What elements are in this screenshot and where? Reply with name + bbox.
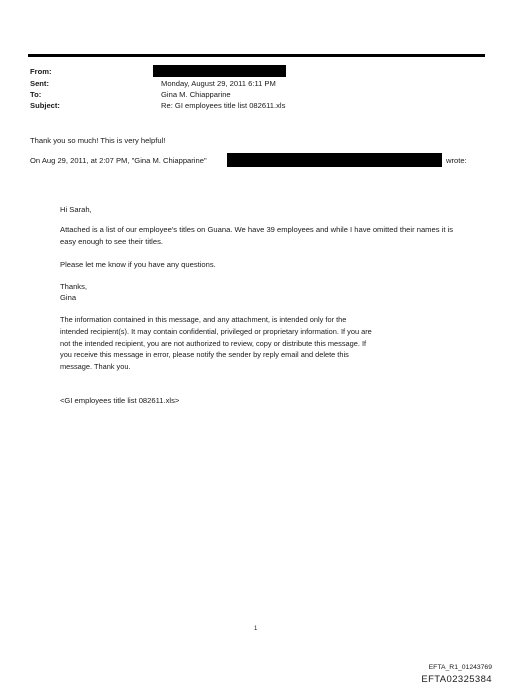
confidentiality-disclaimer: The information contained in this message, and any attachment, is intended only for the intended recipient(s). It may contain confidential, privileged or proprietary information. If you are not the intended recipient, you are not authorized to review, copy or distribute this message. If you receive this message in error, please notify the sender by reply email and delete this message. Thank you. xyxy=(60,315,372,372)
redacted-email-address xyxy=(227,153,442,167)
from-label: From: xyxy=(30,67,52,76)
greeting: Hi Sarah, xyxy=(60,205,92,214)
attachment-reference[interactable]: <GI employees title list 082611.xls> xyxy=(60,396,180,405)
to-label: To: xyxy=(30,90,42,99)
signoff: Thanks, xyxy=(60,282,88,291)
page-number: 1 xyxy=(254,626,258,632)
subject-value: Re: GI employees title list 082611.xls xyxy=(161,101,286,110)
questions-line: Please let me know if you have any questions. xyxy=(60,260,216,269)
header-divider xyxy=(28,54,485,57)
to-value: Gina M. Chiapparine xyxy=(161,90,231,99)
sent-value: Monday, August 29, 2011 6:11 PM xyxy=(161,79,276,88)
body-paragraph: Attached is a list of our employee's titles on Guana. We have 39 employees and while I have omitted their names it is easy enough to see their titles. xyxy=(60,225,454,246)
quote-intro-prefix: On Aug 29, 2011, at 2:07 PM, "Gina M. Chiapparine" xyxy=(30,156,207,165)
redacted-sender xyxy=(153,65,286,77)
subject-label: Subject: xyxy=(30,101,60,110)
signature: Gina xyxy=(60,293,77,302)
reply-text: Thank you so much! This is very helpful! xyxy=(30,136,166,145)
sent-label: Sent: xyxy=(30,79,49,88)
quote-intro-suffix: wrote: xyxy=(446,156,467,165)
bates-stamp-secondary: EFTA02325384 xyxy=(421,674,492,685)
bates-stamp-primary: EFTA_R1_01243769 xyxy=(428,664,492,671)
